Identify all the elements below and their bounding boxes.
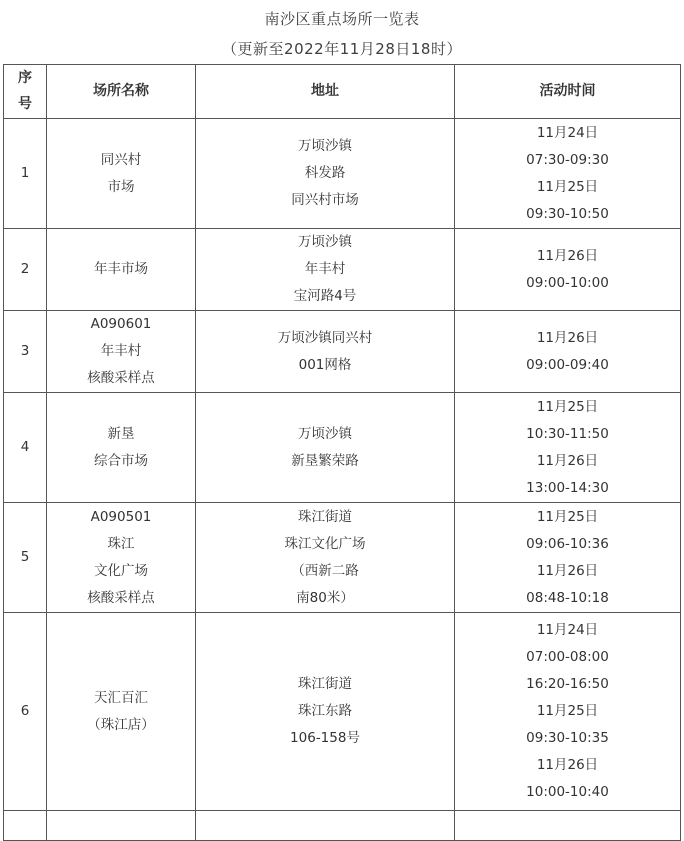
activity-time-cell	[455, 503, 681, 613]
activity-time-cell-line: 10:30-11:50	[526, 425, 609, 442]
place-name-cell-line: 综合市场	[94, 452, 148, 469]
empty-cell	[47, 811, 196, 841]
place-name-cell-line: 新垦	[107, 425, 135, 442]
place-name-cell-line: A090501	[90, 508, 152, 525]
address-cell-line: 万顷沙镇	[298, 425, 352, 442]
address-cell-line: 珠江街道	[298, 508, 352, 525]
table-row	[4, 613, 681, 811]
place-name-cell	[47, 119, 196, 229]
activity-time-cell-line: 11月24日	[536, 124, 599, 141]
row-number: 3	[4, 311, 47, 393]
address-cell	[196, 503, 455, 613]
activity-time-cell-line: 09:00-10:00	[526, 274, 609, 291]
header-no: 序号	[4, 65, 47, 119]
table-header-row	[4, 65, 681, 119]
place-name-cell	[47, 503, 196, 613]
place-name-cell-line: 市场	[107, 178, 135, 195]
activity-time-cell-line: 09:00-09:40	[526, 356, 609, 373]
empty-cell	[196, 811, 455, 841]
place-name-cell	[47, 229, 196, 311]
activity-time-cell-line: 11月25日	[536, 703, 599, 719]
place-name-cell-line: 天汇百汇	[94, 689, 148, 706]
address-cell	[196, 311, 455, 393]
activity-time-cell-line: 11月25日	[536, 508, 599, 525]
place-name-cell-line: 珠江	[107, 535, 135, 552]
table-row	[4, 393, 681, 503]
activity-time-cell	[455, 393, 681, 503]
place-name-cell-line: 年丰市场	[94, 261, 148, 277]
address-cell	[196, 613, 455, 811]
address-cell-line: 万顷沙镇	[298, 138, 352, 154]
empty-cell	[4, 811, 47, 841]
activity-time-cell-line: 07:00-08:00	[526, 649, 609, 665]
activity-time-cell-line: 16:20-16:50	[526, 676, 609, 692]
table-title: 南沙区重点场所一览表	[264, 10, 420, 28]
place-name-cell-line: （珠江店）	[87, 716, 155, 733]
address-cell-line: 珠江街道	[298, 676, 352, 692]
place-name-cell-line: 同兴村	[100, 151, 142, 168]
row-number: 4	[4, 393, 47, 503]
key-places-table	[3, 64, 681, 841]
activity-time-cell-line: 11月26日	[536, 757, 599, 773]
address-cell-line: 珠江东路	[298, 703, 352, 719]
activity-time-cell-line: 11月26日	[536, 247, 599, 264]
place-name-cell	[47, 613, 196, 811]
activity-time-cell-line: 11月26日	[536, 329, 599, 346]
address-cell-line: 同兴村市场	[291, 192, 359, 208]
row-number: 6	[4, 613, 47, 811]
place-name-cell-line: 核酸采样点	[87, 589, 155, 606]
header-name: 场所名称	[47, 65, 196, 119]
activity-time-cell-line: 11月26日	[536, 562, 599, 579]
address-cell	[196, 393, 455, 503]
address-cell-line: 年丰村	[304, 261, 346, 277]
activity-time-cell-line: 11月25日	[536, 398, 599, 415]
activity-time-cell-line: 07:30-09:30	[526, 151, 609, 168]
activity-time-cell	[455, 311, 681, 393]
address-cell-line: 珠江文化广场	[284, 535, 366, 552]
activity-time-cell-line: 08:48-10:18	[526, 589, 609, 606]
activity-time-cell-line: 11月26日	[536, 452, 599, 469]
activity-time-cell-line: 09:30-10:50	[526, 205, 609, 222]
address-cell-line: 万顷沙镇同兴村	[277, 329, 373, 346]
address-cell-line: 新垦繁荣路	[291, 452, 359, 469]
table-row	[4, 119, 681, 229]
activity-time-cell-line: 10:00-10:40	[526, 784, 609, 800]
activity-time-cell-line: 11月24日	[536, 622, 599, 638]
update-time-subtitle: （更新至2022年11月28日18时）	[222, 40, 462, 58]
empty-cell	[455, 811, 681, 841]
address-cell-line: 南80米）	[296, 589, 354, 606]
place-name-cell	[47, 311, 196, 393]
address-cell-line: 万顷沙镇	[298, 234, 352, 250]
table-row-partial	[4, 811, 681, 841]
address-cell-line: 科发路	[304, 165, 346, 181]
activity-time-cell-line: 09:06-10:36	[526, 535, 609, 552]
activity-time-cell	[455, 229, 681, 311]
table-row	[4, 503, 681, 613]
place-name-cell-line: 文化广场	[94, 562, 148, 579]
address-cell	[196, 119, 455, 229]
address-cell-line: 001网格	[298, 356, 352, 373]
row-number: 2	[4, 229, 47, 311]
table-row	[4, 311, 681, 393]
place-name-cell-line: A090601	[90, 316, 152, 332]
row-number: 5	[4, 503, 47, 613]
address-cell-line: 106-158号	[290, 730, 360, 746]
address-cell-line: （西新二路	[291, 562, 359, 579]
table-row	[4, 229, 681, 311]
header-address: 地址	[196, 65, 455, 119]
activity-time-cell-line: 11月25日	[536, 178, 599, 195]
address-cell-line: 宝河路4号	[293, 288, 357, 304]
place-name-cell-line: 年丰村	[100, 343, 142, 359]
header-time: 活动时间	[455, 65, 681, 119]
activity-time-cell-line: 09:30-10:35	[526, 730, 609, 746]
address-cell	[196, 229, 455, 311]
row-number: 1	[4, 119, 47, 229]
place-name-cell-line: 核酸采样点	[87, 370, 155, 386]
activity-time-cell	[455, 613, 681, 811]
activity-time-cell	[455, 119, 681, 229]
place-name-cell	[47, 393, 196, 503]
activity-time-cell-line: 13:00-14:30	[526, 479, 609, 496]
